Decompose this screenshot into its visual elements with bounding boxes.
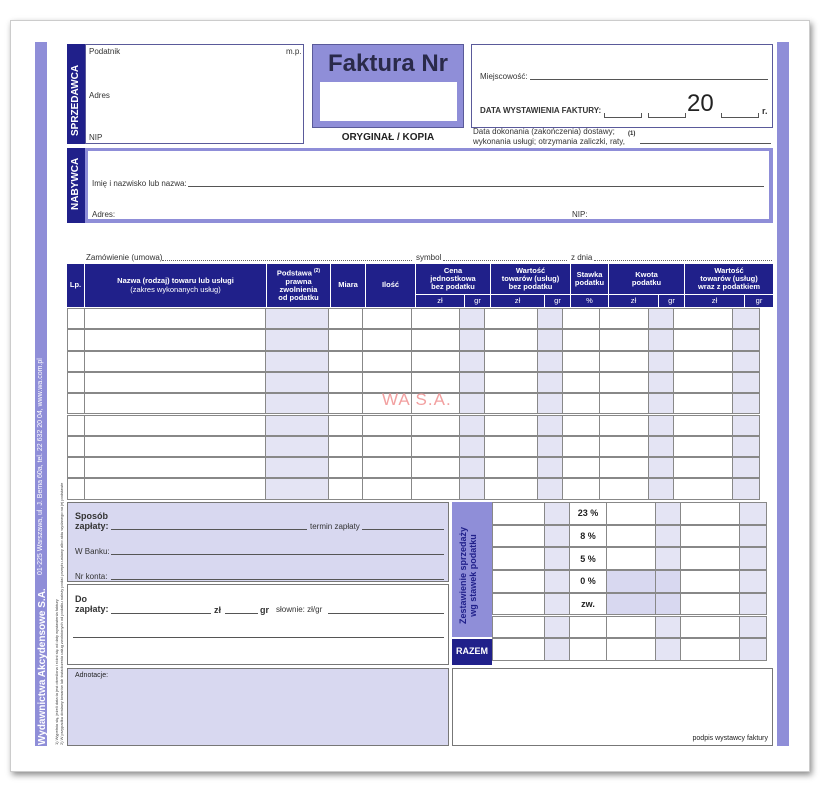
buyer-side-label: NABYWCA [67,148,85,223]
table-cell[interactable] [67,436,85,457]
seller-stamp-label: m.p. [286,47,302,56]
summary-cell[interactable] [492,638,545,661]
gross-gr-header: gr [745,295,773,307]
table-cell[interactable] [328,393,363,414]
table-cell[interactable] [562,393,600,414]
summary-cell[interactable] [680,525,740,548]
symbol-label: symbol [416,253,442,262]
table-cell[interactable] [537,478,563,499]
table-cell[interactable] [537,436,563,457]
table-cell[interactable] [459,351,485,372]
tax-rate-label: 23 % [569,502,607,525]
topay-zl-field[interactable] [111,613,211,614]
summary-cell[interactable] [606,570,656,593]
due-label: termin zapłaty [310,522,360,531]
table-cell[interactable] [484,372,538,393]
table-cell[interactable] [732,436,760,457]
price-gr-header: gr [465,295,490,307]
table-cell[interactable] [484,436,538,457]
table-cell[interactable] [648,329,674,350]
table-cell[interactable] [67,351,85,372]
buyer-frame [85,148,773,223]
table-cell[interactable] [484,329,538,350]
table-cell[interactable] [562,436,600,457]
table-cell[interactable] [328,436,363,457]
table-cell[interactable] [673,372,733,393]
table-cell[interactable] [648,308,674,329]
buyer-box[interactable] [88,151,769,219]
summary-cell[interactable] [606,616,656,639]
table-cell[interactable] [265,308,329,329]
col-price: Cena jednostkowa bez podatku [416,264,490,294]
table-cell[interactable] [265,329,329,350]
table-cell[interactable] [67,415,85,436]
summary-cell[interactable] [606,525,656,548]
table-cell[interactable] [411,351,460,372]
table-cell[interactable] [459,329,485,350]
seller-side-label: SPRZEDAWCA [67,44,85,144]
original-copy-label: ORYGINAŁ / KOPIA [341,132,435,143]
place-label: Miejscowość: [480,72,528,81]
summary-cell[interactable] [739,593,767,616]
table-cell[interactable] [67,372,85,393]
summary-cell[interactable] [492,502,545,525]
order-label: Zamówienie (umowa) [86,253,163,262]
issue-month-field[interactable] [648,113,686,118]
summary-cell[interactable] [492,525,545,548]
table-cell[interactable] [648,478,674,499]
summary-cell[interactable] [655,638,681,661]
table-cell[interactable] [84,308,266,329]
table-cell[interactable] [67,308,85,329]
right-margin-strip [777,42,789,746]
table-cell[interactable] [84,372,266,393]
col-qty: Ilość [366,264,415,307]
summary-cell[interactable] [544,525,570,548]
table-cell[interactable] [537,415,563,436]
bank-label: W Banku: [75,547,110,556]
table-cell[interactable] [562,351,600,372]
table-cell[interactable] [673,478,733,499]
summary-cell[interactable] [739,616,767,639]
price-zl-header: zł [416,295,464,307]
signature-label: podpis wystawcy faktury [692,735,768,742]
total-label: RAZEM [452,639,492,665]
summary-cell[interactable] [680,502,740,525]
table-cell[interactable] [459,393,485,414]
year-prefix: 20 [687,90,714,117]
table-cell[interactable] [732,478,760,499]
table-cell[interactable] [84,415,266,436]
summary-cell[interactable] [606,593,656,616]
buyer-nip-label: NIP: [572,210,588,219]
table-cell[interactable] [411,457,460,478]
summary-cell[interactable] [492,593,545,616]
table-cell[interactable] [537,457,563,478]
publisher-address: 01-225 Warszawa, ul. J. Bema 60a, tel. 22 632 20 04, www.wa.com.pl [37,358,44,575]
order-field[interactable] [162,260,412,261]
table-cell[interactable] [484,351,538,372]
col-value-gross: Wartość towarów (usług) wraz z podatkiem [685,264,773,294]
table-cell[interactable] [484,457,538,478]
table-cell[interactable] [362,436,412,457]
table-cell[interactable] [673,415,733,436]
table-cell[interactable] [537,393,563,414]
table-cell[interactable] [562,372,600,393]
delivery-footnote-mark: (1) [628,131,636,137]
summary-cell[interactable] [655,525,681,548]
seller-nip-label: NIP [89,133,103,142]
table-cell[interactable] [459,415,485,436]
topay-gr-label: gr [260,605,269,615]
tax-zl-header: zł [609,295,658,307]
table-cell[interactable] [265,457,329,478]
table-cell[interactable] [599,415,649,436]
table-cell[interactable] [328,308,363,329]
footnote-2: 2) W przypadku dostawy towarów lub świadczenia usług zwolnionych od podatku należy podać przepis ustawy albo aktu wydanego na jej podstawie [59,482,64,745]
words-field-2[interactable] [73,637,444,638]
due-field[interactable] [362,529,444,530]
table-cell[interactable] [411,436,460,457]
table-cell[interactable] [265,415,329,436]
buyer-name-label: Imię i nazwisko lub nazwa: [92,179,187,188]
summary-cell[interactable] [544,502,570,525]
topay-gr-field[interactable] [225,613,258,614]
table-cell[interactable] [362,457,412,478]
table-cell[interactable] [673,329,733,350]
table-cell[interactable] [537,372,563,393]
delivery-date-field[interactable] [640,143,771,144]
table-cell[interactable] [732,308,760,329]
table-cell[interactable] [537,308,563,329]
issue-day-field[interactable] [604,113,642,118]
summary-cell[interactable] [739,638,767,661]
table-cell[interactable] [265,436,329,457]
table-cell[interactable] [599,457,649,478]
table-cell[interactable] [84,457,266,478]
to-pay-box [67,584,449,665]
method-label-2: zapłaty: [75,521,109,531]
table-cell[interactable] [673,457,733,478]
topay-zl-label: zł [214,605,222,615]
method-field[interactable] [111,529,307,530]
col-name: Nazwa (rodzaj) towaru lub usługi (zakres wykonanych usług) [85,264,266,307]
summary-cell[interactable] [544,638,570,661]
summary-cell[interactable] [680,570,740,593]
summary-cell[interactable] [739,502,767,525]
table-cell[interactable] [562,329,600,350]
table-cell[interactable] [599,372,649,393]
table-cell[interactable] [362,478,412,499]
table-cell[interactable] [362,308,412,329]
table-cell[interactable] [484,393,538,414]
bank-field[interactable] [111,554,444,555]
table-cell[interactable] [673,393,733,414]
col-rate: Stawka podatku [571,264,608,294]
table-cell[interactable] [732,351,760,372]
table-cell[interactable] [537,351,563,372]
table-cell[interactable] [484,478,538,499]
table-cell[interactable] [328,372,363,393]
table-cell[interactable] [562,478,600,499]
tax-rate-label: 8 % [569,525,607,548]
words-field[interactable] [328,613,444,614]
tax-rate-label: 5 % [569,547,607,570]
summary-cell[interactable] [739,547,767,570]
table-cell[interactable] [84,351,266,372]
table-cell[interactable] [732,393,760,414]
seller-box[interactable] [85,44,304,144]
table-cell[interactable] [732,329,760,350]
summary-cell[interactable] [606,502,656,525]
delivery-date-label-2: wykonania usługi; otrzymania zaliczki, raty, [473,137,625,146]
invoice-number-field[interactable] [320,82,457,121]
delivery-date-label-1: Data dokonania (zakończenia) dostawy; [473,127,615,136]
table-cell[interactable] [67,457,85,478]
summary-cell[interactable] [655,616,681,639]
table-cell[interactable] [67,478,85,499]
table-cell[interactable] [599,308,649,329]
notes-box[interactable] [67,668,449,746]
symbol-field[interactable] [443,260,567,261]
account-field[interactable] [111,579,444,580]
summary-cell[interactable] [492,547,545,570]
table-cell[interactable] [411,308,460,329]
table-cell[interactable] [673,308,733,329]
table-cell[interactable] [599,329,649,350]
summary-cell[interactable] [680,593,740,616]
table-cell[interactable] [67,329,85,350]
table-cell[interactable] [648,372,674,393]
table-cell[interactable] [362,329,412,350]
col-value-net: Wartość towarów (usług) bez podatku [491,264,570,294]
table-cell[interactable] [537,329,563,350]
table-cell[interactable] [362,351,412,372]
col-tax: Kwota podatku [609,264,684,294]
table-cell[interactable] [599,436,649,457]
table-cell[interactable] [648,436,674,457]
summary-side-label: Zestawienie sprzedaży wg stawek podatku [452,502,492,637]
issue-year-field[interactable] [721,113,759,118]
table-cell[interactable] [265,351,329,372]
table-cell[interactable] [648,393,674,414]
table-cell[interactable] [84,478,266,499]
summary-cell[interactable] [569,616,607,639]
buyer-address-label: Adres: [92,210,116,219]
net-gr-header: gr [545,295,570,307]
buyer-name-field[interactable] [188,186,764,187]
table-cell[interactable] [562,457,600,478]
table-cell[interactable] [84,329,266,350]
table-cell[interactable] [732,415,760,436]
seller-taxpayer-label: Podatnik [89,47,121,56]
table-cell[interactable] [328,329,363,350]
summary-cell[interactable] [606,547,656,570]
seller-address-label: Adres [89,91,110,100]
table-cell[interactable] [459,457,485,478]
table-cell[interactable] [265,372,329,393]
summary-cell[interactable] [544,570,570,593]
method-label-1: Sposób [75,511,108,521]
title-box [312,44,464,128]
col-lp: Lp. [67,264,84,307]
place-field[interactable] [530,79,768,80]
summary-cell[interactable] [680,547,740,570]
table-cell[interactable] [484,308,538,329]
payment-method-box [67,502,449,582]
summary-cell[interactable] [655,547,681,570]
table-cell[interactable] [459,436,485,457]
table-cell[interactable] [84,436,266,457]
table-cell[interactable] [328,351,363,372]
table-cell[interactable] [599,351,649,372]
order-date-label: z dnia [571,253,593,262]
watermark: WA S.A. [382,390,452,409]
summary-cell[interactable] [680,616,740,639]
gross-zl-header: zł [685,295,744,307]
year-suffix: r. [762,106,768,116]
table-cell[interactable] [673,351,733,372]
summary-cell[interactable] [655,570,681,593]
table-cell[interactable] [648,457,674,478]
table-cell[interactable] [732,372,760,393]
table-cell[interactable] [411,478,460,499]
summary-cell[interactable] [606,638,656,661]
table-cell[interactable] [265,393,329,414]
table-cell[interactable] [328,415,363,436]
summary-cell[interactable] [655,593,681,616]
publisher-name: Wydawnictwa Akcydensowe S.A. [37,588,48,745]
table-cell[interactable] [411,329,460,350]
tax-rate-label: 0 % [569,570,607,593]
rate-percent-header: % [571,295,608,307]
table-cell[interactable] [459,308,485,329]
summary-cell[interactable] [680,638,740,661]
topay-label-1: Do [75,594,87,604]
net-zl-header: zł [491,295,544,307]
summary-cell[interactable] [655,502,681,525]
notes-label: Adnotacje: [75,672,109,679]
table-cell[interactable] [328,478,363,499]
table-cell[interactable] [459,478,485,499]
invoice-title: Faktura Nr [327,50,449,77]
table-cell[interactable] [648,351,674,372]
table-cell[interactable] [732,457,760,478]
account-label: Nr konta: [75,572,108,581]
summary-cell[interactable] [544,593,570,616]
tax-rate-label: zw. [569,593,607,616]
tax-gr-header: gr [659,295,684,307]
table-cell[interactable] [648,415,674,436]
table-cell[interactable] [599,393,649,414]
col-basis: Podstawa $^{(2)}$ prawna zwolnienia od podatku [267,264,330,307]
table-cell[interactable] [562,415,600,436]
table-cell[interactable] [484,415,538,436]
table-cell[interactable] [67,393,85,414]
summary-cell[interactable] [492,616,545,639]
footnote-1: 1) Wypełnia się, jeżeli data ta jest określona i różni się od daty wystawienia faktury [54,599,59,745]
issue-date-label: DATA WYSTAWIENIA FAKTURY: [480,106,602,115]
table-cell[interactable] [362,415,412,436]
summary-cell[interactable] [492,570,545,593]
dates-box [471,44,773,128]
table-cell[interactable] [459,372,485,393]
summary-cell[interactable] [569,638,607,661]
summary-cell[interactable] [544,547,570,570]
table-cell[interactable] [84,393,266,414]
summary-cell[interactable] [544,616,570,639]
table-cell[interactable] [265,478,329,499]
table-cell[interactable] [411,415,460,436]
signature-box[interactable] [452,668,773,746]
table-cell[interactable] [673,436,733,457]
table-cell[interactable] [328,457,363,478]
topay-label-2: zapłaty: [75,604,109,614]
table-cell[interactable] [562,308,600,329]
order-date-field[interactable] [594,260,772,261]
table-cell[interactable] [599,478,649,499]
col-unit: Miara [331,264,365,307]
words-label: słownie: zł/gr [276,605,323,614]
summary-cell[interactable] [739,525,767,548]
summary-cell[interactable] [739,570,767,593]
